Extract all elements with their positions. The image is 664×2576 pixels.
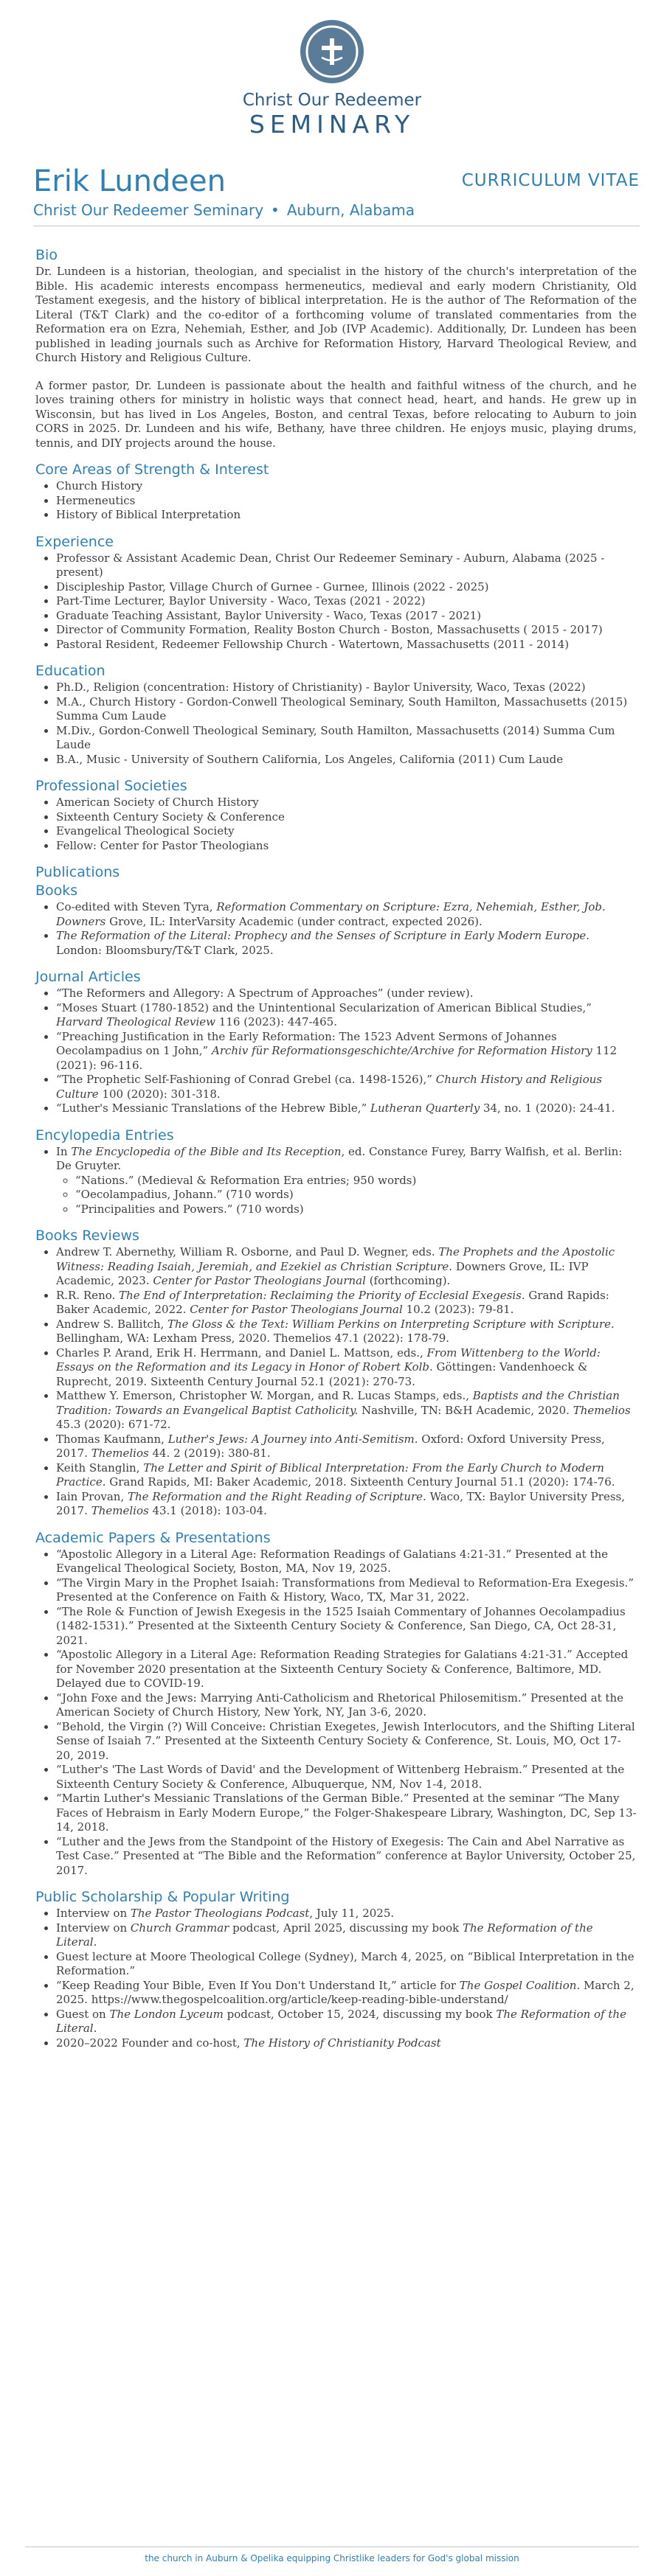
citation-text: “Luther's Messianic Translations of the Hebrew Bible,” xyxy=(56,1101,371,1115)
citation-text: 45.3 (2020): 671-72. xyxy=(56,1418,171,1431)
citation-text: Göttingen: Vandenhoeck & Ruprecht, 2019. Sixteenth Century Journal 52.1 (2021): 270-73. xyxy=(56,1360,588,1388)
affiliation-location: Auburn, Alabama xyxy=(286,201,415,219)
subheading-books: Books xyxy=(35,883,78,899)
citation-text: Oxford: Oxford University Press, 2017. xyxy=(56,1432,605,1460)
citation-text: 2020–2022 Founder and co-host, xyxy=(56,2036,244,2050)
section-heading-journals: Journal Articles xyxy=(35,969,141,985)
list-item: • Evangelical Theological Society xyxy=(56,824,637,839)
citation-text: Keith Stanglin, xyxy=(56,1461,144,1475)
citation-title: Reformation Commentary on Scripture: Ezra, Nehemiah, Esther, Job. Downers xyxy=(56,900,606,928)
logo-seminary: SEMINARY xyxy=(249,110,415,139)
citation-text: Charles P. Arand, Erik H. Herrmann, and Daniel L. Mattson, eds., xyxy=(56,1346,427,1360)
citation-text: podcast, October 15, 2024, discussing my book xyxy=(223,2007,497,2021)
cross-seal-icon xyxy=(300,19,364,84)
list-item: • “Apostolic Allegory in a Literal Age: Reformation Readings of Galatians 4:21-31.” Presented at the Evangelical Theological Society, Boston, MA, Nov 19, 2025. xyxy=(56,1548,637,1576)
list-item: • B.A., Music - University of Southern California, Los Angeles, California (2011) Cum Laude xyxy=(56,753,637,767)
list-item: • Fellow: Center for Pastor Theologians xyxy=(56,839,637,854)
citation-title: Harvard Theological Review xyxy=(56,1015,216,1028)
societies-list xyxy=(35,796,637,853)
affiliation xyxy=(33,201,640,220)
list-item: • “Luther's 'The Last Words of David' and the Development of Wittenberg Hebraism.” Presented at the Sixteenth Century Society & Conference, Albuquerque, NM, Nov 1-4, 2018. xyxy=(56,1763,637,1792)
citation-title: Lutheran Quarterly xyxy=(370,1101,480,1115)
citation-text: Guest lecture at Moore Theological College (Sydney), March 4, 2025, on “Biblical Interpretation in the Reformation.” xyxy=(56,1949,634,1977)
citation-title: Themelios xyxy=(91,1447,149,1460)
papers-list xyxy=(35,1548,637,1879)
citation-title: Baptists and the Christian Tradition: Towards an Evangelical Baptist Catholicity. xyxy=(56,1389,620,1417)
section-heading-bio: Bio xyxy=(35,247,58,263)
citation-text: Andrew T. Abernethy, William R. Osborne, and Paul D. Wegner, eds. xyxy=(56,1245,439,1259)
education-list xyxy=(35,680,637,767)
affiliation-separator: • xyxy=(271,201,280,219)
section-heading-public: Public Scholarship & Popular Writing xyxy=(35,1889,290,1905)
list-item: • “Luther and the Jews from the Standpoint of the History of Exegesis: The Cain and Abel Narrative as Test Case.” Presented at “The Bible and the Reformation” conference at Baylor University, October 25, 2017. xyxy=(56,1835,637,1879)
list-item xyxy=(56,2036,637,2051)
list-item: • Professor & Assistant Academic Dean, Christ Our Redeemer Seminary - Auburn, Alabama (2025 - present) xyxy=(56,551,637,580)
list-item: • History of Biblical Interpretation xyxy=(56,508,637,523)
list-item xyxy=(56,929,637,958)
citation-title: Luther's Jews: A Journey into Anti-Semitism. xyxy=(167,1432,418,1446)
list-item: • Hermeneutics xyxy=(56,494,637,509)
encyclopedia-entries xyxy=(56,1174,637,1217)
list-item: • “Martin Luther's Messianic Translations of the German Bible.” Presented at the seminar “The Many Faces of Hebraism in Early Modern Europe,” the Folger-Shakespeare Library, Washington, DC, Sep 13-14, 2018. xyxy=(56,1792,637,1835)
list-item xyxy=(56,1145,637,1217)
list-item: • Discipleship Pastor, Village Church of Gurnee - Gurnee, Illinois (2022 - 2025) xyxy=(56,580,637,595)
list-item xyxy=(56,1073,637,1101)
citation-title: The Reformation of the Literal xyxy=(56,1921,593,1949)
article-link[interactable]: . March 2, 2025. https://www.thegospelcoalition.org/article/keep-reading-bible-understand/ xyxy=(56,1978,634,2006)
citation-text: Interview on xyxy=(56,1921,131,1935)
citation-text: R.R. Reno. xyxy=(56,1288,120,1302)
citation-text: “The Reformers and Allegory: A Spectrum of Approaches” (under review). xyxy=(56,986,474,1000)
bio-paragraph: A former pastor, Dr. Lundeen is passionate about the health and faithful witness of the church, and he loves training others for ministry in holistic ways that connect head, heart, and hands. He grew up in Wisconsin, but has lived in Los Angeles, Boston, and central Texas, before relocating to Auburn to join CORS in 2025. Dr. Lundeen and his wife, Bethany, have three children. He enjoys music, playing drums, tennis, and DIY projects around the house. xyxy=(35,378,637,450)
citation-text: “Keep Reading Your Bible, Even If You Don't Understand It,” article for xyxy=(56,1978,460,1992)
section-heading-societies: Professional Societies xyxy=(35,778,187,794)
experience-list xyxy=(35,551,637,652)
list-item xyxy=(56,1245,637,1289)
affiliation-institution: Christ Our Redeemer Seminary xyxy=(33,201,264,219)
citation-text: 100 (2020): 301-318. xyxy=(98,1087,221,1101)
citation-title: The Reformation of the Literal: Prophecy and the Senses of Scripture in Early Modern Europe. xyxy=(56,929,589,942)
list-item: • American Society of Church History xyxy=(56,796,637,810)
list-item xyxy=(56,1317,637,1346)
citation-title: The End of Interpretation: Reclaiming the Priority of Ecclesial Exegesis. xyxy=(119,1288,525,1302)
citation-title: The London Lyceum xyxy=(109,2007,224,2021)
citation-text: podcast, April 2025, discussing my book xyxy=(229,1921,463,1935)
citation-text: , July 11, 2025. xyxy=(309,1907,395,1920)
citation-title: Church History and Religious Culture xyxy=(56,1073,603,1101)
citation-text: . xyxy=(93,1935,97,1949)
citation-text: 112 (2021): 96-116. xyxy=(56,1044,618,1072)
list-item xyxy=(56,1101,637,1116)
encyclopedia-list xyxy=(35,1145,637,1217)
list-item: • M.A., Church History - Gordon-Conwell Theological Seminary, South Hamilton, Massachusetts (2015) Summa Cum Laude xyxy=(56,695,637,724)
list-item: • Church History xyxy=(56,479,637,494)
citation-title: Church Grammar xyxy=(130,1921,229,1935)
list-item xyxy=(56,1389,637,1433)
list-item xyxy=(56,900,637,929)
section-heading-papers: Academic Papers & Presentations xyxy=(35,1529,271,1546)
section-heading-encyclopedia: Encylopedia Entries xyxy=(35,1127,174,1143)
list-item: • Graduate Teaching Assistant, Baylor University - Waco, Texas (2017 - 2021) xyxy=(56,609,637,624)
citation-title: From Wittenberg to the World: Essays on the Reformation and its Legacy in Honor of Robert Kolb. xyxy=(56,1346,601,1374)
citation-text: Grand Rapids, MI: Baker Academic, 2018. Sixteenth Century Journal 51.1 (2020): 174-76. xyxy=(106,1475,615,1489)
list-item: • Part-Time Lecturer, Baylor University - Waco, Texas (2021 - 2022) xyxy=(56,594,637,609)
list-item xyxy=(56,986,637,1001)
list-item xyxy=(56,1030,637,1073)
list-item xyxy=(56,1346,637,1390)
citation-title: The Gloss & the Text: William Perkins on Interpreting Scripture with Scripture. xyxy=(167,1317,615,1331)
seminary-logo[interactable] xyxy=(0,19,664,139)
bio-paragraph: Dr. Lundeen is a historian, theologian, and specialist in the history of the church's interpretation of the Bible. His academic interests encompass hermeneutics, medieval and early modern Christianity, Old Testament exegesis, and the history of biblical interpretation. He is the author of The Reformation of the Literal (T&T Clark) and the co-editor of a forthcoming volume of translated commentaries from the Reformation era on Ezra, Nehemiah, Esther, and Job (IVP Academic). Additionally, Dr. Lundeen has been published in leading journals such as Archive for Reformation History, Harvard Theological Review, and Church History and Religious Culture. xyxy=(35,265,637,364)
citation-text: In xyxy=(56,1144,72,1158)
list-item xyxy=(56,1907,637,1921)
list-item: • Sixteenth Century Society & Conference xyxy=(56,810,637,825)
citation-text: Bellingham, WA: Lexham Press, 2020. Themelios 47.1 (2022): 178-79. xyxy=(56,1331,450,1345)
citation-title: The Gospel Coalition xyxy=(459,1978,577,1992)
list-item: • “John Foxe and the Jews: Marrying Anti-Catholicism and Rhetorical Philosemitism.” Presented at the American Society of Church History, New York, NY, Jan 3-6, 2020. xyxy=(56,1691,637,1720)
citation-title: The Reformation of the Literal xyxy=(56,2007,626,2035)
list-item xyxy=(56,2008,637,2036)
list-item: ◦ “Oecolampadius, Johann.” (710 words) xyxy=(75,1188,637,1202)
reviews-list xyxy=(35,1245,637,1519)
citation-title: The Prophets and the Apostolic Witness: Reading Isaiah, Jeremiah, and Ezekiel as Christian Scripture. xyxy=(56,1245,615,1273)
list-item: • “The Role & Function of Jewish Exegesis in the 1525 Isaiah Commentary of Johannes Oecolampadius (1482-1531).” Presented at the Sixteenth Century Society & Conference, San Diego, CA, Oct 28-31, 2021. xyxy=(56,1605,637,1649)
citation-text: “The Prophetic Self-Fashioning of Conrad Grebel (ca. 1498-1526),” xyxy=(56,1073,436,1086)
citation-text: Thomas Kaufmann, xyxy=(56,1432,168,1446)
citation-text: Guest on xyxy=(56,2007,110,2021)
citation-title: Themelios xyxy=(573,1403,631,1417)
list-item: ◦ “Principalities and Powers.” (710 words) xyxy=(75,1202,637,1217)
citation-text: Waco, TX: Baylor University Press, 2017. xyxy=(56,1489,626,1517)
citation-text: Nashville, TN: B&H Academic, 2020. xyxy=(358,1403,573,1417)
citation-text: . xyxy=(93,2022,97,2035)
citation-title: Archiv für Reformationsgeschichte/Archive for Reformation History xyxy=(211,1044,592,1057)
list-item: • Pastoral Resident, Redeemer Fellowship Church - Watertown, Massachusetts (2011 - 2014) xyxy=(56,638,637,652)
person-name: Erik Lundeen xyxy=(33,164,226,198)
citation-text: Grove, IL: InterVarsity Academic (under contract, expected 2026). xyxy=(106,914,483,928)
list-item: ◦ “Nations.” (Medieval & Reformation Era entries; 950 words) xyxy=(75,1174,637,1188)
citation-text: Matthew Y. Emerson, Christopher W. Morgan, and R. Lucas Stamps, eds., xyxy=(56,1389,473,1402)
section-heading-reviews: Books Reviews xyxy=(35,1228,139,1244)
books-list xyxy=(35,900,637,958)
citation-text: London: Bloomsbury/T&T Clark, 2025. xyxy=(56,943,274,957)
citation-title: The Letter and Spirit of Biblical Interpretation: From the Early Church to Modern Practice. xyxy=(56,1461,604,1489)
citation-title: The Pastor Theologians Podcast xyxy=(130,1907,310,1920)
citation-text: 43.1 (2018): 103-04. xyxy=(148,1504,267,1517)
citation-title: Center for Pastor Theologians Journal xyxy=(153,1274,366,1287)
list-item xyxy=(56,1461,637,1490)
list-item xyxy=(56,1289,637,1317)
list-item xyxy=(56,1950,637,1979)
citation-title: The Reformation and the Right Reading of Scripture. xyxy=(128,1489,426,1503)
citation-text: Andrew S. Ballitch, xyxy=(56,1317,168,1331)
citation-text: Downers Grove, IL: IVP Academic, 2023. xyxy=(56,1259,589,1287)
list-item: • Ph.D., Religion (concentration: History of Christianity) - Baylor University, Waco, Texas (2022) xyxy=(56,680,637,695)
citation-title: Themelios xyxy=(91,1504,149,1517)
list-item: • “The Virgin Mary in the Prophet Isaiah: Transformations from Medieval to Reformation-Era Exegesis.” Presented at the Conference on Faith & History, Waco, TX, Mar 31, 2022. xyxy=(56,1576,637,1605)
cv-header xyxy=(33,164,640,226)
citation-title: The Encyclopedia of the Bible and Its Reception xyxy=(71,1144,342,1158)
cv-content xyxy=(35,246,637,2050)
section-heading-education: Education xyxy=(35,663,106,679)
section-heading-experience: Experience xyxy=(35,533,114,550)
citation-text: “Moses Stuart (1780-1852) and the Unintentional Secularization of American Biblical Studies,” xyxy=(56,1000,592,1014)
citation-text: 44. 2 (2019): 380-81. xyxy=(148,1447,271,1460)
section-heading-core: Core Areas of Strength & Interest xyxy=(35,462,269,478)
section-heading-publications: Publications xyxy=(35,864,120,880)
footer-tagline: the church in Auburn & Opelika equipping Christlike leaders for God's global mission xyxy=(25,2547,639,2566)
list-item xyxy=(56,1979,637,2008)
citation-text: 10.2 (2023): 79-81. xyxy=(402,1303,514,1316)
citation-text: Interview on xyxy=(56,1907,131,1920)
citation-text: (forthcoming). xyxy=(365,1274,451,1287)
list-item xyxy=(56,1001,637,1030)
journals-list xyxy=(35,986,637,1116)
list-item: • M.Div., Gordon-Conwell Theological Seminary, South Hamilton, Massachusetts (2014) Summa Cum Laude xyxy=(56,724,637,753)
logo-name: Christ Our Redeemer xyxy=(242,91,422,110)
citation-text: “Preaching Justification in the Early Reformation: The 1523 Advent Sermons of Johannes Oecolampadius on 1 John,” xyxy=(56,1029,557,1057)
citation-text: Iain Provan, xyxy=(56,1489,128,1503)
list-item: • “Apostolic Allegory in a Literal Age: Reformation Reading Strategies for Galatians 4:21-31.” Accepted for November 2020 presentation at the Sixteenth Century Society & Conference, Baltimore, MD. Delayed due to COVID-19. xyxy=(56,1648,637,1691)
public-list xyxy=(35,1907,637,2050)
list-item: • Director of Community Formation, Reality Boston Church - Boston, Massachusetts ( 2015 - 2017) xyxy=(56,623,637,638)
document-label: CURRICULUM VITAE xyxy=(461,171,640,190)
citation-text: Co-edited with Steven Tyra, xyxy=(56,900,217,913)
citation-title: The History of Christianity Podcast xyxy=(243,2036,441,2050)
list-item xyxy=(56,1433,637,1461)
citation-text: , ed. Constance Furey, Barry Walfish, et al. Berlin: De Gruyter. xyxy=(56,1144,623,1172)
citation-title: Center for Pastor Theologians Journal xyxy=(190,1303,403,1316)
list-item: • “Behold, the Virgin (?) Will Conceive: Christian Exegetes, Jewish Interlocutors, and the Shifting Literal Sense of Isaiah 7.” Presented at the Sixteenth Century Society & Conference, St. Louis, MO, Oct 17-20, 2019. xyxy=(56,1720,637,1764)
core-list xyxy=(35,479,637,523)
citation-text: Grand Rapids: Baker Academic, 2022. xyxy=(56,1288,609,1316)
list-item xyxy=(56,1921,637,1950)
citation-text: 34, no. 1 (2020): 24-41. xyxy=(480,1101,615,1115)
list-item xyxy=(56,1490,637,1519)
citation-text: 116 (2023): 447-465. xyxy=(215,1015,337,1028)
